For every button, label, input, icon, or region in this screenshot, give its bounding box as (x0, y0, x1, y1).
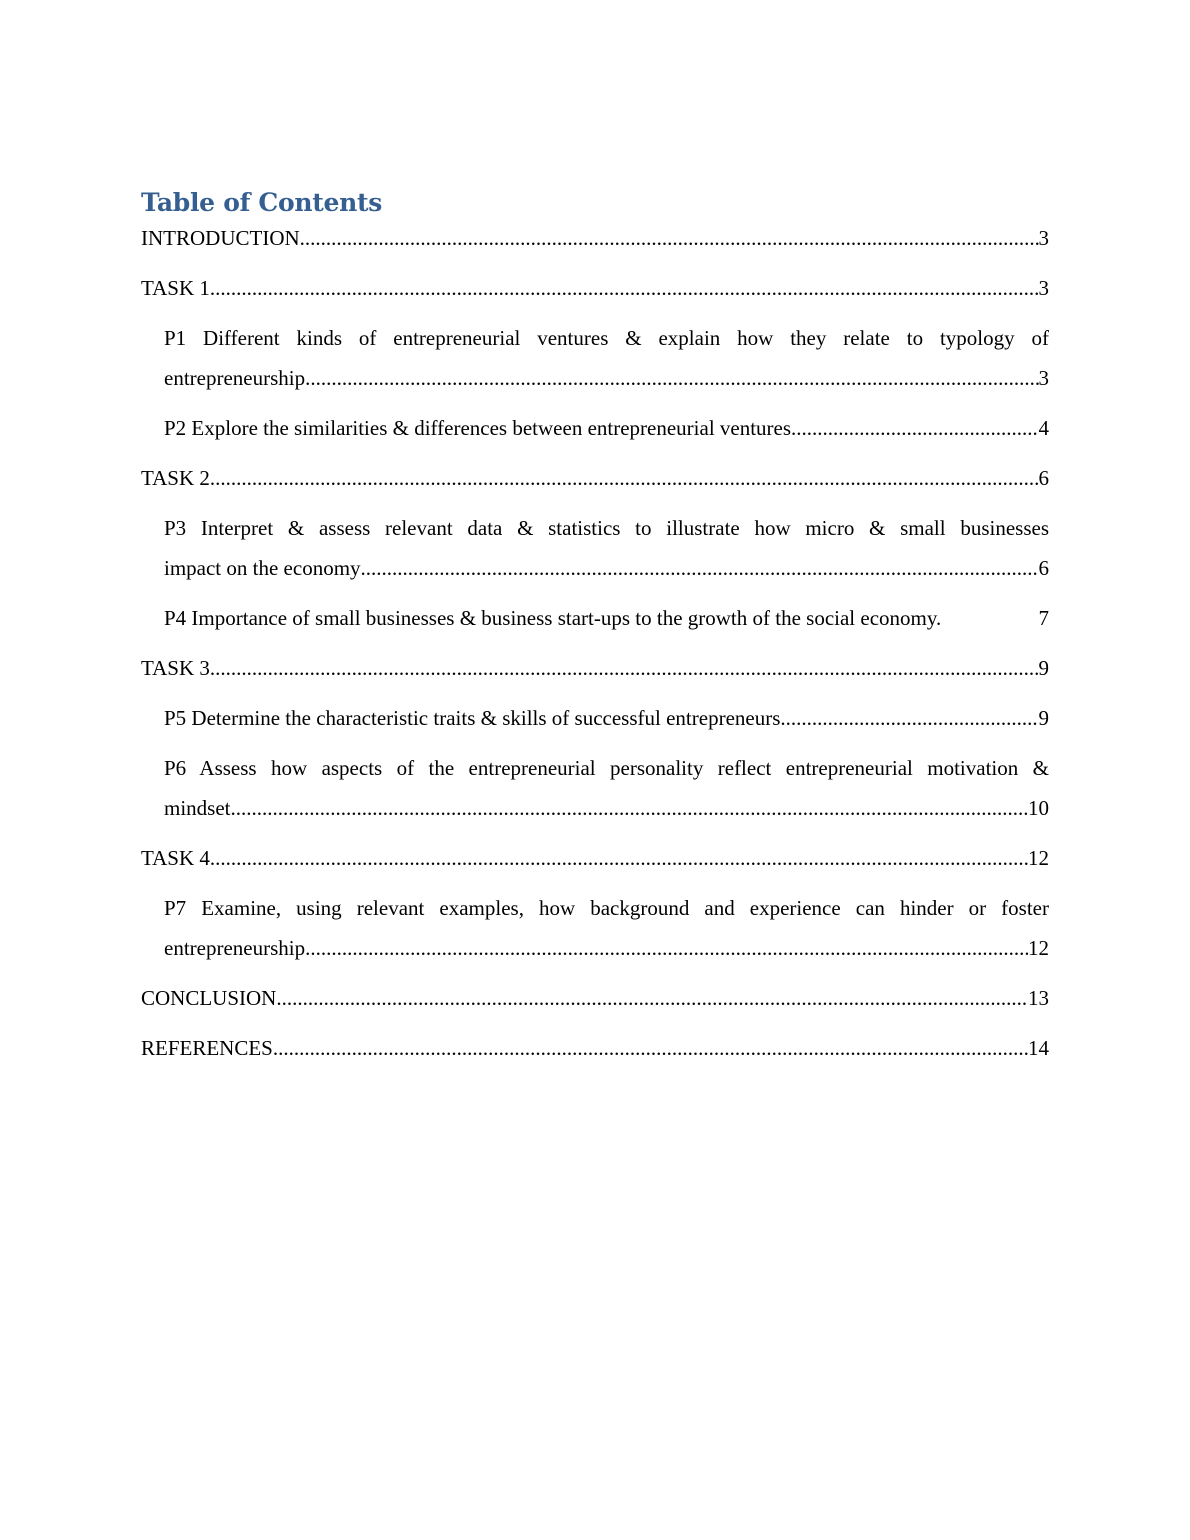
toc-page-number: 6 (1038, 466, 1049, 490)
toc-entry-text: P5 Determine the characteristic traits & skills of successful entrepreneurs (164, 706, 781, 730)
toc-entry-text: P2 Explore the similarities & differences between entrepreneurial ventures (164, 416, 792, 440)
toc-entry-text: INTRODUCTION (141, 226, 300, 250)
toc-leader-dots (231, 788, 1029, 828)
toc-entry-introduction[interactable] (141, 218, 1049, 258)
toc-entry-p4[interactable] (141, 598, 1049, 638)
toc-entry-text: TASK 4 (141, 846, 210, 870)
toc-entry-p3[interactable] (141, 508, 1049, 588)
toc-entry-lead-text: P7 Examine, using relevant examples, how background and experience can hinder or foster (164, 896, 1049, 920)
toc-entry-lead-text: P1 Different kinds of entrepreneurial ventures & explain how they relate to typology of (164, 326, 1049, 350)
toc-page-number: 13 (1028, 986, 1049, 1010)
toc-entry-p5[interactable] (141, 698, 1049, 738)
toc-leader-dots (273, 1028, 1028, 1068)
toc-page-number: 9 (1038, 656, 1049, 680)
toc-entry-text: entrepreneurship (164, 936, 306, 960)
toc-page-number: 12 (1028, 846, 1049, 870)
toc-page-number: 9 (1038, 706, 1049, 730)
toc-entry-text: mindset (164, 796, 231, 820)
toc-entry-task-1[interactable] (141, 268, 1049, 308)
toc-entry-p1[interactable] (141, 318, 1049, 398)
toc-entry-text: impact on the economy (164, 556, 361, 580)
toc-list (141, 218, 1049, 1068)
toc-leader-dots (210, 268, 1039, 308)
toc-page-number: 10 (1028, 796, 1049, 820)
toc-leader-dots (300, 218, 1039, 258)
toc-entry-task-3[interactable] (141, 648, 1049, 688)
toc-entry-text: entrepreneurship (164, 366, 306, 390)
toc-leader-dots (210, 648, 1039, 688)
toc-entry-p2[interactable] (141, 408, 1049, 448)
toc-page-number: 4 (1038, 416, 1049, 440)
toc-entry-text: TASK 1 (141, 276, 210, 300)
toc-leader-dots (780, 698, 1038, 738)
toc-entry-lead-text: P6 Assess how aspects of the entrepreneurial personality reflect entrepreneurial motivation & (164, 756, 1049, 780)
toc-leader-dots (361, 548, 1039, 588)
toc-leader-dots (210, 838, 1028, 878)
toc-page-number: 3 (1038, 366, 1049, 390)
toc-entry-p7[interactable] (141, 888, 1049, 968)
toc-entry-text: CONCLUSION (141, 986, 277, 1010)
toc-page-number: 6 (1038, 556, 1049, 580)
document-page (141, 186, 1049, 1078)
toc-entry-p6[interactable] (141, 748, 1049, 828)
toc-entry-lead-text: P3 Interpret & assess relevant data & statistics to illustrate how micro & small businesses (164, 516, 1049, 540)
toc-entry-text: P4 Importance of small businesses & business start-ups to the growth of the social economy. (164, 606, 942, 630)
toc-entry-conclusion[interactable] (141, 978, 1049, 1018)
toc-leader-dots (305, 928, 1028, 968)
toc-page-number: 14 (1028, 1036, 1049, 1060)
toc-page-number: 12 (1028, 936, 1049, 960)
toc-leader-dots (276, 978, 1028, 1018)
toc-leader-dots (305, 358, 1038, 398)
toc-leader-dots (791, 408, 1038, 448)
toc-entry-references[interactable] (141, 1028, 1049, 1068)
toc-entry-text: REFERENCES (141, 1036, 273, 1060)
toc-page-number: 7 (1038, 606, 1049, 630)
toc-page-number: 3 (1038, 226, 1049, 250)
toc-entry-text: TASK 2 (141, 466, 210, 490)
toc-entry-text: TASK 3 (141, 656, 210, 680)
toc-page-number: 3 (1038, 276, 1049, 300)
toc-leader-dots (210, 458, 1039, 498)
toc-entry-task-4[interactable] (141, 838, 1049, 878)
toc-title: Table of Contents (141, 188, 383, 217)
toc-entry-task-2[interactable] (141, 458, 1049, 498)
